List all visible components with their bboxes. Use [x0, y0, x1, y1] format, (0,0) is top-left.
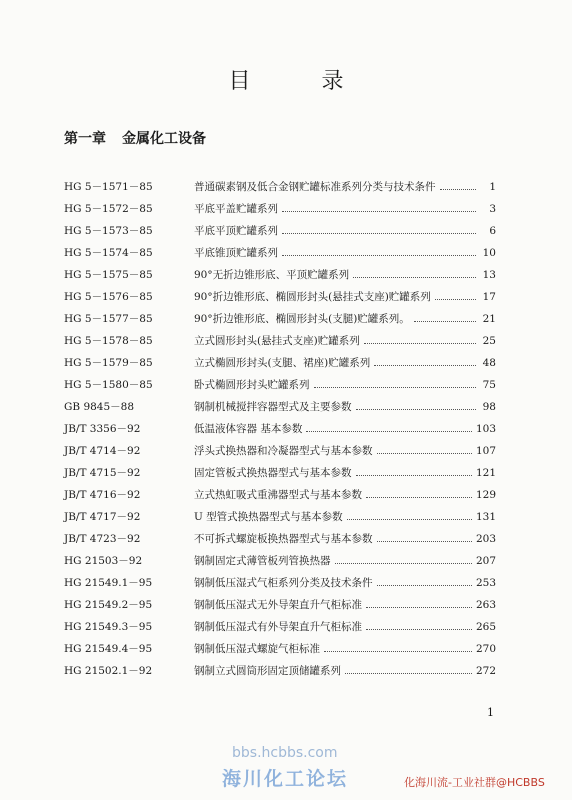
standard-code: HG 21549.1－95 — [64, 577, 153, 589]
entry-page: 272 — [475, 665, 496, 677]
entry-page: 21 — [482, 313, 496, 325]
toc-entry — [64, 418, 496, 440]
watermark-credit: 化海川流-工业社群@HCBBS — [404, 776, 545, 789]
entry-page: 270 — [475, 643, 496, 655]
entry-title: 平底锥顶贮罐系列 — [194, 247, 278, 259]
dot-leader — [347, 506, 472, 520]
standard-code: HG 21549.4－95 — [64, 643, 153, 655]
dot-leader — [414, 308, 476, 322]
entry-page: 13 — [482, 269, 496, 281]
entry-page: 3 — [489, 203, 496, 215]
entry-line — [194, 396, 496, 418]
toc-entry — [64, 638, 496, 660]
standard-code: JB/T 4723－92 — [64, 533, 141, 545]
entry-page: 103 — [475, 423, 496, 435]
dot-leader — [364, 330, 476, 344]
toc-entry — [64, 462, 496, 484]
entry-line — [194, 638, 496, 660]
entry-page: 48 — [482, 357, 496, 369]
toc-entry — [64, 242, 496, 264]
toc-entry — [64, 440, 496, 462]
toc-entry — [64, 176, 496, 198]
toc-entry — [64, 616, 496, 638]
standard-code: HG 5－1571－85 — [64, 181, 153, 193]
entry-line — [194, 352, 496, 374]
entry-line — [194, 528, 496, 550]
standard-code: HG 5－1574－85 — [64, 247, 153, 259]
entry-title: 钢制固定式薄管板列管换热器 — [194, 555, 331, 567]
standard-code: JB/T 4717－92 — [64, 511, 141, 523]
dot-leader — [366, 594, 472, 608]
toc-entry — [64, 594, 496, 616]
dot-leader — [356, 462, 472, 476]
entry-title: 低温液体容器 基本参数 — [194, 423, 303, 435]
entry-line — [194, 264, 496, 286]
entry-title: 平底平顶贮罐系列 — [194, 225, 278, 237]
standard-code: HG 5－1577－85 — [64, 313, 153, 325]
entry-line — [194, 330, 496, 352]
standard-code: HG 21503－92 — [64, 555, 143, 567]
entry-line — [194, 440, 496, 462]
entry-page: 98 — [482, 401, 496, 413]
toc-entry — [64, 374, 496, 396]
dot-leader — [377, 528, 472, 542]
entry-title: 90°折边锥形底、椭圆形封头(支腿)贮罐系列。 — [194, 313, 410, 325]
standard-code: JB/T 4714－92 — [64, 445, 141, 457]
standard-code: JB/T 3356－92 — [64, 423, 141, 435]
dot-leader — [366, 616, 472, 630]
entry-line — [194, 462, 496, 484]
entry-title: 普通碳素钢及低合金钢贮罐标准系列分类与技术条件 — [194, 181, 436, 193]
standard-code: HG 21549.2－95 — [64, 599, 153, 611]
entry-title: 立式圆形封头(悬挂式支座)贮罐系列 — [194, 335, 360, 347]
entry-page: 75 — [482, 379, 496, 391]
entry-title: 平底平盖贮罐系列 — [194, 203, 278, 215]
entry-title: 固定管板式换热器型式与基本参数 — [194, 467, 352, 479]
toc-entry — [64, 352, 496, 374]
toc-entry — [64, 506, 496, 528]
entry-title: 90°折边锥形底、椭圆形封头(悬挂式支座)贮罐系列 — [194, 291, 431, 303]
page-title: 目 录 — [228, 69, 376, 94]
entry-line — [194, 374, 496, 396]
dot-leader — [282, 198, 476, 212]
entry-page: 10 — [482, 247, 496, 259]
dot-leader — [366, 484, 472, 498]
entry-title: 卧式椭圆形封头贮罐系列 — [194, 379, 310, 391]
watermark-url: bbs.hcbbs.com — [232, 745, 338, 761]
toc-entry — [64, 264, 496, 286]
standard-code: HG 5－1576－85 — [64, 291, 153, 303]
chapter-heading — [64, 128, 206, 148]
entry-title: 钢制低压湿式螺旋气柜标准 — [194, 643, 320, 655]
dot-leader — [353, 264, 476, 278]
entry-page: 107 — [475, 445, 496, 457]
toc-entry — [64, 660, 496, 682]
entry-line — [194, 572, 496, 594]
entry-line — [194, 286, 496, 308]
dot-leader — [440, 176, 477, 190]
entry-line — [194, 616, 496, 638]
toc-entry — [64, 484, 496, 506]
dot-leader — [435, 286, 476, 300]
watermark-forum-name: 海川化工论坛 — [222, 768, 349, 790]
entry-title: 立式椭圆形封头(支腿、裙座)贮罐系列 — [194, 357, 371, 369]
entry-page: 17 — [482, 291, 496, 303]
dot-leader — [345, 660, 472, 674]
entry-page: 121 — [475, 467, 496, 479]
standard-code: GB 9845－88 — [64, 401, 135, 413]
toc-entry — [64, 528, 496, 550]
entry-line — [194, 176, 496, 198]
entry-line — [194, 660, 496, 682]
standard-code: HG 5－1573－85 — [64, 225, 153, 237]
entry-page: 263 — [475, 599, 496, 611]
entry-title: U 型管式换热器型式与基本参数 — [194, 511, 343, 523]
toc-entry — [64, 286, 496, 308]
entry-page: 203 — [475, 533, 496, 545]
standard-code: JB/T 4715－92 — [64, 467, 141, 479]
standard-code: HG 5－1580－85 — [64, 379, 153, 391]
toc-entry — [64, 330, 496, 352]
entry-page: 6 — [489, 225, 496, 237]
standard-code: HG 5－1572－85 — [64, 203, 153, 215]
standard-code: HG 5－1578－85 — [64, 335, 153, 347]
dot-leader — [374, 352, 476, 366]
dot-leader — [282, 220, 476, 234]
standard-code: JB/T 4716－92 — [64, 489, 141, 501]
page-number: 1 — [487, 706, 494, 719]
entry-title: 立式热虹吸式重沸器型式与基本参数 — [194, 489, 362, 501]
entry-page: 253 — [475, 577, 496, 589]
entry-line — [194, 550, 496, 572]
entry-page: 25 — [482, 335, 496, 347]
standard-code: HG 5－1579－85 — [64, 357, 153, 369]
dot-leader — [314, 374, 477, 388]
entry-page: 207 — [475, 555, 496, 567]
toc-entry — [64, 396, 496, 418]
dot-leader — [282, 242, 476, 256]
chapter-title: 金属化工设备 — [122, 131, 206, 147]
toc-entry — [64, 198, 496, 220]
entry-line — [194, 594, 496, 616]
entry-line — [194, 242, 496, 264]
dot-leader — [377, 440, 472, 454]
entry-title: 90°无折边锥形底、平顶贮罐系列 — [194, 269, 350, 281]
toc-entry — [64, 220, 496, 242]
dot-leader — [356, 396, 477, 410]
entry-line — [194, 418, 496, 440]
toc-entry — [64, 308, 496, 330]
entry-title: 钢制低压湿式有外导架直升气柜标准 — [194, 621, 362, 633]
dot-leader — [377, 572, 472, 586]
entry-line — [194, 506, 496, 528]
table-of-contents — [64, 176, 496, 682]
entry-title: 钢制低压湿式无外导架直升气柜标准 — [194, 599, 362, 611]
entry-page: 1 — [489, 181, 496, 193]
entry-page: 265 — [475, 621, 496, 633]
standard-code: HG 21502.1－92 — [64, 665, 153, 677]
entry-title: 钢制立式圆筒形固定顶储罐系列 — [194, 665, 341, 677]
entry-line — [194, 484, 496, 506]
toc-entry — [64, 572, 496, 594]
entry-line — [194, 198, 496, 220]
entry-page: 131 — [475, 511, 496, 523]
entry-title: 不可拆式螺旋板换热器型式与基本参数 — [194, 533, 373, 545]
standard-code: HG 21549.3－95 — [64, 621, 153, 633]
entry-title: 钢制机械搅拌容器型式及主要参数 — [194, 401, 352, 413]
entry-line — [194, 308, 496, 330]
entry-page: 129 — [475, 489, 496, 501]
dot-leader — [335, 550, 472, 564]
chapter-number: 第一章 — [64, 131, 106, 147]
standard-code: HG 5－1575－85 — [64, 269, 153, 281]
entry-title: 浮头式换热器和冷凝器型式与基本参数 — [194, 445, 373, 457]
dot-leader — [306, 418, 472, 432]
dot-leader — [324, 638, 472, 652]
entry-title: 钢制低压湿式气柜系列分类及技术条件 — [194, 577, 373, 589]
toc-entry — [64, 550, 496, 572]
entry-line — [194, 220, 496, 242]
